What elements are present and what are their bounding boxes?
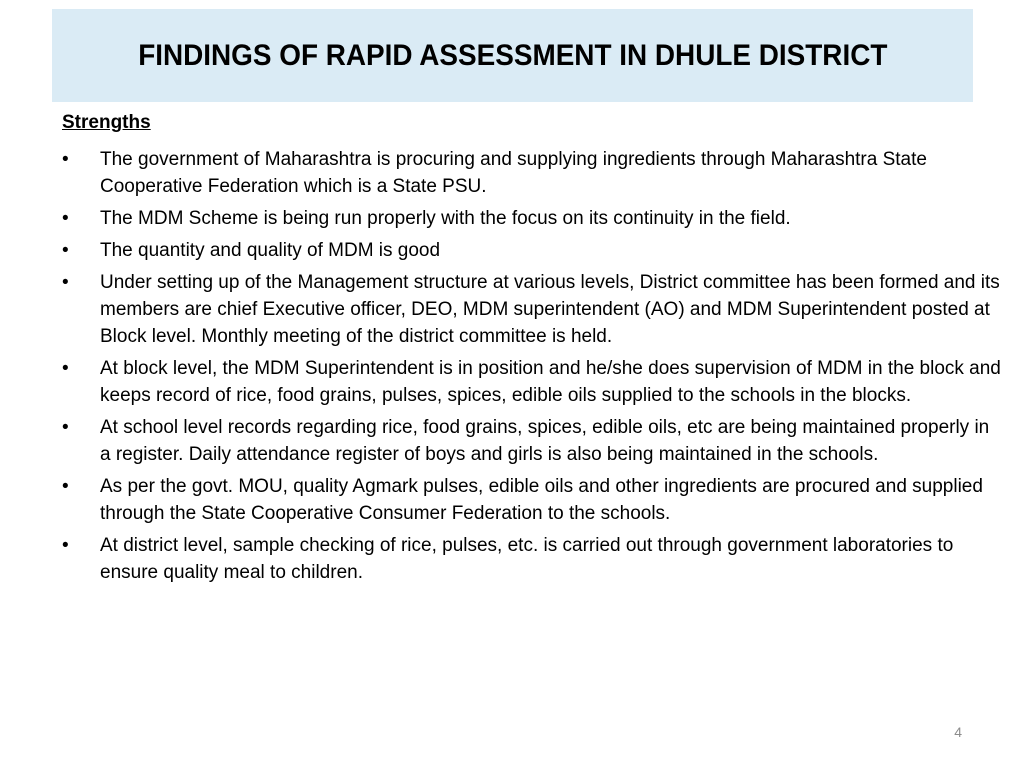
section-heading-strengths: Strengths	[62, 112, 151, 133]
bullet-item	[62, 414, 1002, 468]
slide-title: FINDINGS OF RAPID ASSESSMENT IN DHULE DISTRICT	[137, 38, 888, 72]
bullet-item	[62, 532, 1002, 586]
bullet-dot-icon: •	[62, 535, 69, 556]
bullet-text: At school level records regarding rice, food grains, spices, edible oils, etc are being maintained properly in a register. Daily attendance register of boys and girls is also being maintained in the schools.	[100, 417, 990, 465]
bullet-text: At district level, sample checking of rice, pulses, etc. is carried out through government laboratories to ensure quality meal to children.	[100, 535, 954, 583]
bullet-dot-icon: •	[62, 208, 69, 229]
bullet-dot-icon: •	[62, 417, 69, 438]
bullet-text: The government of Maharashtra is procuring and supplying ingredients through Maharashtra State Cooperative Federation which is a State PSU.	[100, 149, 927, 197]
bullet-item	[62, 237, 1002, 264]
bullet-item	[62, 473, 1002, 527]
title-band	[52, 9, 973, 102]
bullet-dot-icon: •	[62, 272, 69, 293]
bullet-dot-icon: •	[62, 476, 69, 497]
bullet-text: The quantity and quality of MDM is good	[100, 240, 441, 261]
bullet-dot-icon: •	[62, 358, 69, 379]
bullet-item	[62, 355, 1002, 409]
bullet-text: Under setting up of the Management structure at various levels, District committee has been formed and its members are chief Executive officer, DEO, MDM superintendent (AO) and MDM Superintendent posted at Block level. Monthly meeting of the district committee is held.	[100, 272, 1000, 347]
bullet-dot-icon: •	[62, 149, 69, 170]
bullet-text: At block level, the MDM Superintendent is in position and he/she does supervision of MDM in the block and keeps record of rice, food grains, pulses, spices, edible oils supplied to the schools in the blocks.	[100, 358, 1001, 406]
strengths-bullet-list	[62, 146, 1002, 591]
bullet-dot-icon: •	[62, 240, 69, 261]
page-number: 4	[954, 724, 962, 740]
bullet-text: As per the govt. MOU, quality Agmark pulses, edible oils and other ingredients are procured and supplied through the State Cooperative Consumer Federation to the schools.	[100, 476, 983, 524]
bullet-item	[62, 205, 1002, 232]
bullet-item	[62, 269, 1002, 350]
bullet-item	[62, 146, 1002, 200]
bullet-text: The MDM Scheme is being run properly with the focus on its continuity in the field.	[100, 208, 791, 229]
